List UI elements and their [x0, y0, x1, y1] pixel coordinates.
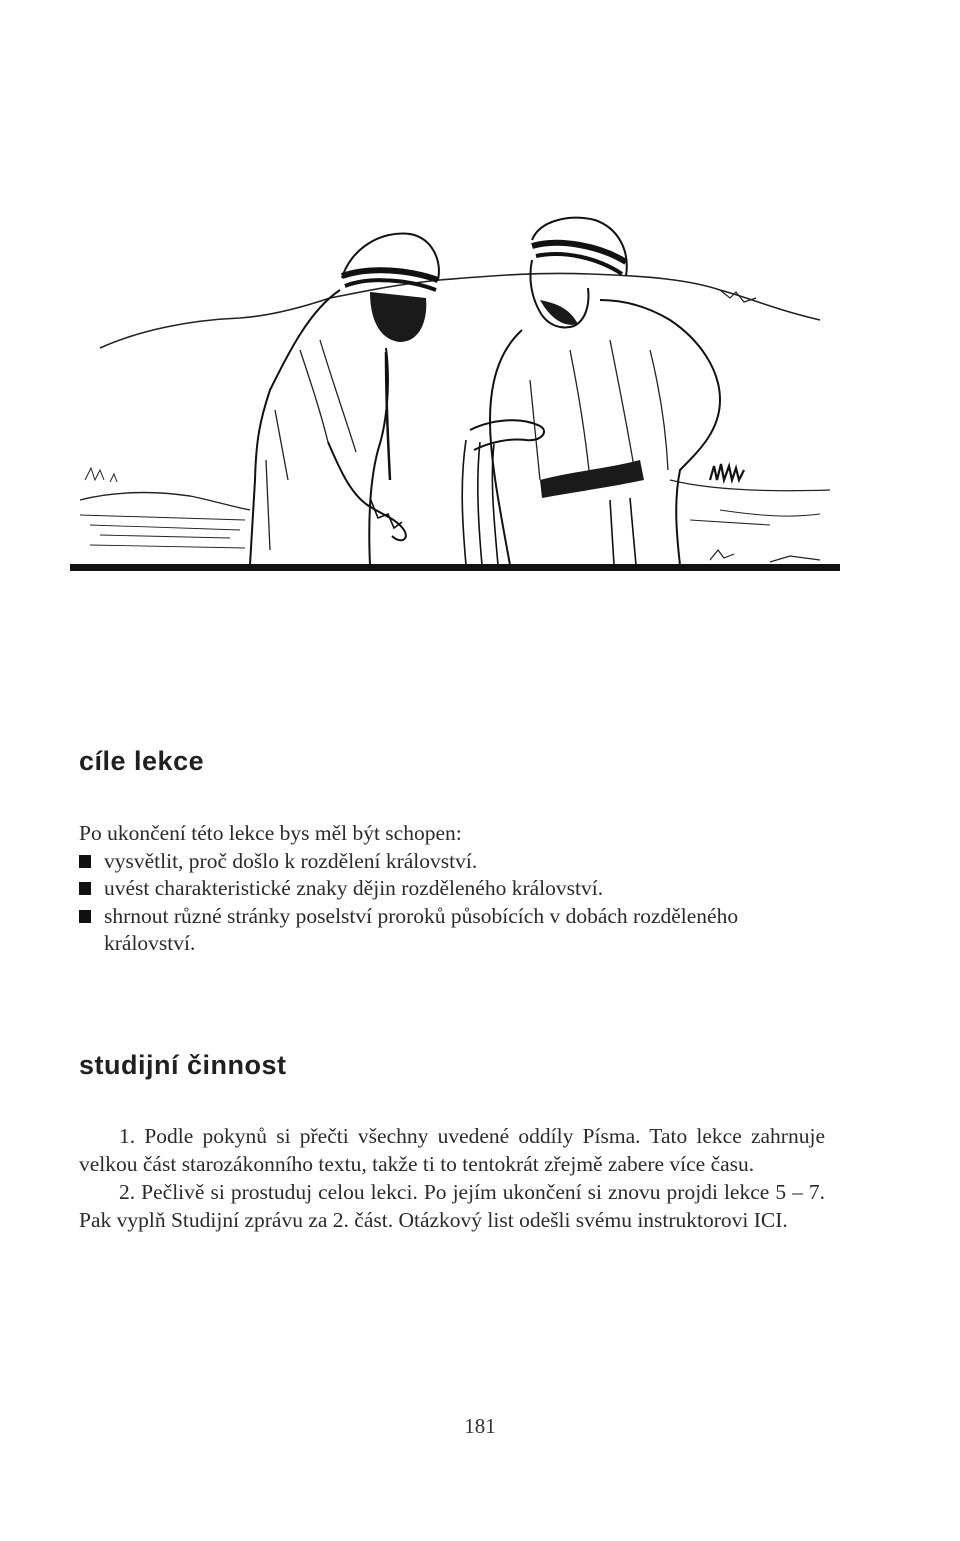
goals-intro: Po ukončení této lekce bys měl být schopen: — [79, 821, 462, 845]
square-bullet-icon — [79, 910, 91, 923]
list-item — [79, 875, 829, 903]
goal-text: vysvětlit, proč došlo k rozdělení království. — [104, 848, 478, 873]
goals-heading: cíle lekce — [79, 746, 205, 776]
page-number: 181 — [464, 1414, 496, 1438]
goals-list — [79, 848, 829, 958]
study-paragraph: 2. Pečlivě si prostuduj celou lekci. Po jejím ukončení si znovu projdi lekce 5 – 7. Pak vyplň Studijní zprávu za 2. část. Otázkový list odešli svému instruktorovi ICI. — [79, 1180, 825, 1232]
square-bullet-icon — [79, 882, 91, 895]
goal-text: shrnout různé stránky poselství proroků působících v dobách rozděleného království. — [104, 903, 739, 955]
study-paragraph: 1. Podle pokynů si přečti všechny uvedené oddíly Písma. Tato lekce zahrnuje velkou část starozákonního textu, takže ti to tentokrát zřejmě zabere více času. — [79, 1124, 825, 1176]
square-bullet-icon — [79, 855, 91, 868]
list-item — [79, 903, 829, 958]
study-heading: studijní činnost — [79, 1050, 287, 1080]
goal-text: uvést charakteristické znaky dějin rozděleného království. — [104, 876, 604, 900]
list-item — [79, 848, 829, 876]
illustration — [70, 180, 840, 575]
study-section — [79, 1122, 825, 1234]
two-men-sketch-icon — [70, 180, 840, 575]
goals-section — [79, 820, 829, 958]
